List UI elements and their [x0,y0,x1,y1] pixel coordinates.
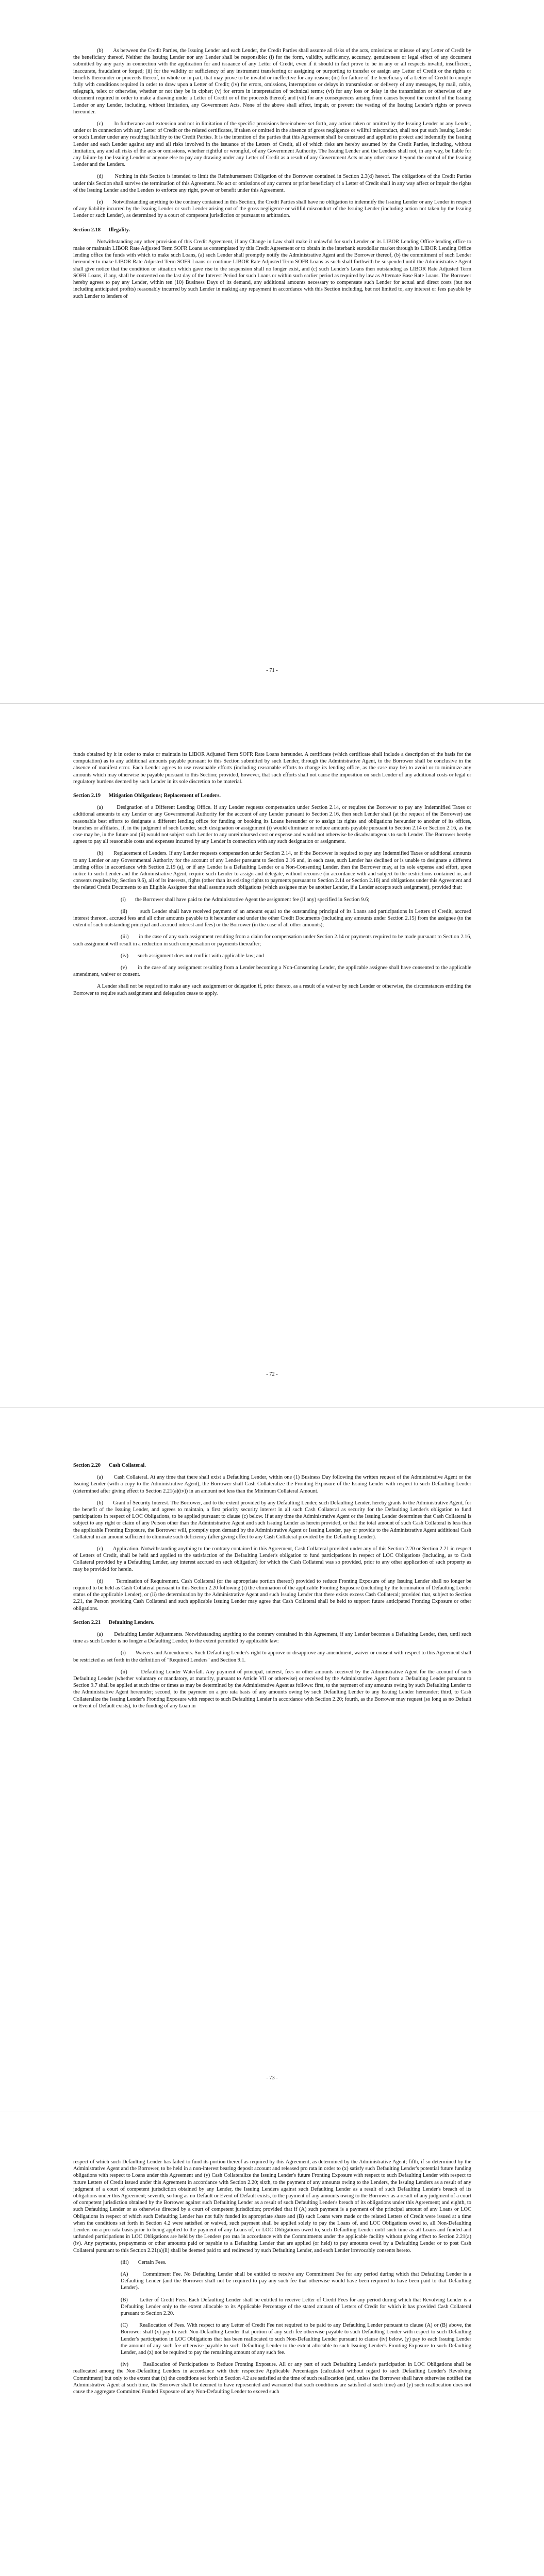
paragraph: (i) the Borrower shall have paid to the Administrative Agent the assignment fee (if any) specified in Section 9.6; [121,896,370,903]
paragraph: (d) Nothing in this Section is intended to limit the Reimbursement Obligation of the Borrower contained in Section 2.3(d) hereof. The obligations of the Credit Parties under this Section shall survive the termination of this Agreement. No act or omissions of any current or prior beneficiary of a Letter of Credit shall in any way affect or impair the rights of the Issuing Lender and the Lenders to enforce any right, power or benefit under this Agreement. [73,174,471,193]
paragraph: (iii) Certain Fees. [121,2259,167,2265]
paragraph: (c) Application. Notwithstanding anything to the contrary contained in this Agreement, Cash Collateral provided under any of this Section 2.20 or Section 2.21 in respect of Letters of Credit, shall be held and applied to the satisfaction of the Defaulting Lender's obligation to fund participations in respect of LOC Obligations (including, as to Cash Collateral provided by a Defaulting Lender, any interest accrued on such obligation) for which the Cash Collateral was so provided, prior to any other application of such property as may be provided for herein. [73,1546,471,1572]
paragraph: (C) Reallocation of Fees. With respect to any Letter of Credit Fee not required to be paid to any Defaulting Lender pursuant to clause (A) or (B) above, the Borrower shall (x) pay to each Non-Defaulting Lender that portion of any such fee otherwise payable to such Defaulting Lender with respect to such Defaulting Lender's participation in LOC Obligations that has been reallocated to such Non-Defaulting Lender pursuant to clause (iv) below, (y) pay to each Issuing Lender the amount of any such fee otherwise payable to such Defaulting Lender to the extent allocable to such Issuing Lender's Fronting Exposure to such Defaulting Lender, and (z) not be required to pay the remaining amount of any such fee. [121,2323,471,2356]
paragraph: (ii) such Lender shall have received payment of an amount equal to the outstanding principal of its Loans and participations in Letters of Credit, accrued interest thereon, accrued fees and all other amounts payable to it hereunder and under the other Credit Documents (including any amounts under Section 2.15) from the assignee (to the extent of such outstanding principal and accrued interest and fees) or the Borrower (in the case of all other amounts); [73,908,471,928]
document-page-1 [0,0,544,703]
paragraph: (v) in the case of any assignment resulting from a Lender becoming a Non-Consenting Lender, the applicable assignee shall have consented to the applicable amendment, waiver or consent. [73,965,471,978]
document-page-3 [0,1408,544,2111]
page-body [73,751,471,1002]
paragraph: (A) Commitment Fee. No Defaulting Lender shall be entitled to receive any Commitment Fee for any period during which that Defaulting Lender is a Defaulting Lender (and the Borrower shall not be required to pay any such fee that otherwise would have been required to have been paid to that Defaulting Lender). [121,2272,471,2291]
page-number: - 73 - [266,2075,278,2081]
document-page-2 [0,704,544,1407]
page-body [73,47,471,305]
paragraph: (a) Cash Collateral. At any time that there shall exist a Defaulting Lender, within one (1) Business Day following the written request of the Administrative Agent or the Issuing Lender (with a copy to the Administrative Agent), the Borrower shall Cash Collateralize the Fronting Exposure of the Issuing Lender with respect to such Defaulting Lender (determined after giving effect to Section 2.21(a)(iv)) in an amount not less than the Minimum Collateral Amount. [73,1475,471,1494]
page-number: - 72 - [266,1371,278,1377]
paragraph: (ii) Defaulting Lender Waterfall. Any payment of principal, interest, fees or other amounts received by the Administrative Agent for the account of such Defaulting Lender (whether voluntary or mandatory, at maturity, pursuant to Article VII or otherwise) or received by the Administrative Agent from a Defaulting Lender pursuant to Section 9.7 shall be applied at such time or times as may be determined by the Administrative Agent as follows: first, to the payment of any amounts owing by such Defaulting Lender to the Administrative Agent hereunder; second, to the payment on a pro rata basis of any amounts owing by such Defaulting Lender to any Issuing Lender hereunder; third, to Cash Collateralize the Issuing Lender's Fronting Exposure with respect to such Defaulting Lender in accordance with Section 2.20; fourth, as the Borrower may request (so long as no Default or Event of Default exists), to the funding of any Loan in [73,1669,471,1709]
section-heading: Section 2.18 Illegality. [73,227,130,233]
paragraph: (iv) such assignment does not conflict with applicable law; and [121,953,264,959]
paragraph: (e) Notwithstanding anything to the contrary contained in this Section, the Credit Parties shall have no obligation to indemnify the Issuing Lender or any Lender in respect of any liability incurred by the Issuing Lender or such Lender arising out of the gross negligence or willful misconduct of the Issuing Lender (including action not taken by the Issuing Lender or such Lender), as determined by a court of competent jurisdiction or pursuant to arbitration. [73,199,471,219]
section-heading: Section 2.20 Cash Collateral. [73,1463,146,1468]
page-body [73,1455,471,1715]
paragraph: (b) As between the Credit Parties, the Issuing Lender and each Lender, the Credit Parties shall assume all risks of the acts, omissions or misuse of any Letter of Credit by the beneficiary thereof. Neither the Issuing Lender nor any Lender shall be responsible: (i) for the form, validity, sufficiency, accuracy, genuineness or legal effect of any document submitted by any party in connection with the application for and issuance of any Letter of Credit, even if it should in fact prove to be in any or all respects invalid, insufficient, inaccurate, fraudulent or forged; (ii) for the validity or sufficiency of any instrument transferring or assigning or purporting to transfer or assign any Letter of Credit or the rights or benefits thereunder or proceeds thereof, in whole or in part, that may prove to be invalid or ineffective for any reason; (iii) for failure of the beneficiary of a Letter of Credit to comply fully with conditions required in order to draw upon a Letter of Credit; (iv) for errors, omissions, interruptions or delays in transmission or delivery of any messages, by mail, cable, telegraph, telex or otherwise, whether or not they be in cipher; (v) for errors in interpretation of technical terms; (vi) for any loss or delay in the transmission or otherwise of any document required in order to make a drawing under a Letter of Credit or of the proceeds thereof; and (vii) for any consequences arising from causes beyond the control of the Issuing Lender or any Lender, including, without limitation, any Government Acts. None of the above shall affect, impair, or prevent the vesting of the Issuing Lender's rights or powers hereunder. [73,48,471,115]
paragraph: (b) Replacement of Lenders. If any Lender requests compensation under Section 2.14, or if the Borrower is required to pay any Indemnified Taxes or additional amounts to any Lender or any Governmental Authority for the account of any Lender pursuant to Section 2.16 and, in each case, such Lender has declined or is unable to designate a different lending office in accordance with Section 2.19 (a), or if any Lender is a Defaulting Lender or a Non-Consenting Lender, then the Borrower may, at its sole expense and effort, upon notice to such Lender and the Administrative Agent, require such Lender to assign and delegate, without recourse (in accordance with and subject to the restrictions contained in, and consents required by, Section 9.6), all of its interests, rights (other than its existing rights to payments pursuant to Section 2.14 or Section 2.16) and obligations under this Agreement and the related Credit Documents to an Eligible Assignee that shall assume such obligations (which assignee may be another Lender, if a Lender accepts such assignment), provided that: [73,851,471,891]
paragraph: Notwithstanding any other provision of this Credit Agreement, if any Change in Law shall make it unlawful for such Lender or its LIBOR Lending Office lending office to make or maintain LIBOR Rate Adjusted Term SOFR Loans as contemplated by this Credit Agreement or to obtain in the interbank eurodollar market through its LIBOR Lending Office lending office the funds with which to make such Loans, (a) such Lender shall promptly notify the Administrative Agent and the Borrower thereof, (b) the commitment of such Lender hereunder to make LIBOR Rate Adjusted Term SOFR Loans or continue LIBOR Rate Adjusted Term SOFR Loans as such shall forthwith be suspended until the Administrative Agent shall give notice that the condition or situation which gave rise to the suspension shall no longer exist, and (c) such Lender's Loans then outstanding as LIBOR Rate Adjusted Term SOFR Loans, if any, shall be converted on the last day of the Interest Period for such Loans or within such earlier period as required by law as Alternate Base Rate Loans. The Borrower hereby agrees to pay any Lender, within ten (10) Business Days of its demand, any additional amounts necessary to compensate such Lender for actual and direct costs (but not including anticipated profits) reasonably incurred by such Lender in making any repayment in accordance with this Section including, but not limited to, any interest or fees payable by such Lender to lenders of [73,239,471,299]
page-body [73,2159,471,2400]
paragraph: funds obtained by it in order to make or maintain its LIBOR Adjusted Term SOFR Rate Loans hereunder. A certificate (which certificate shall include a description of the basis for the computation) as to any additional amounts payable pursuant to this Section submitted by such Lender, through the Administrative Agent, to the Borrower shall be conclusive in the absence of manifest error. Each Lender agrees to use reasonable efforts (including reasonable efforts to change its lending office, as the case may be) to avoid or to minimize any amounts which may otherwise be payable pursuant to this Section; provided, however, that such efforts shall not cause the imposition on such Lender of any additional costs or legal or regulatory burdens deemed by such Lender in its sole discretion to be material. [73,752,471,785]
section-heading: Section 2.19 Mitigation Obligations; Replacement of Lenders. [73,793,221,799]
paragraph: (d) Termination of Requirement. Cash Collateral (or the appropriate portion thereof) provided to reduce Fronting Exposure of any Issuing Lender shall no longer be required to be held as Cash Collateral pursuant to this Section 2.20 following (i) the elimination of the applicable Fronting Exposure (including by the termination of Defaulting Lender status of the applicable Lender), or (ii) the determination by the Administrative Agent and such Issuing Lender that there exists excess Cash Collateral; provided that, subject to Section 2.21, the Person providing Cash Collateral and such applicable Issuing Lender may agree that Cash Collateral shall be held to support future anticipated Fronting Exposure or other obligations. [73,1578,471,1612]
paragraph: (a) Defaulting Lender Adjustments. Notwithstanding anything to the contrary contained in this Agreement, if any Lender becomes a Defaulting Lender, then, until such time as such Lender is no longer a Defaulting Lender, to the extent permitted by applicable law: [73,1632,471,1645]
paragraph: (iii) in the case of any such assignment resulting from a claim for compensation under Section 2.14 or payments required to be made pursuant to Section 2.16, such assignment will result in a reduction in such compensation or payments thereafter; [73,934,471,947]
paragraph: (i) Waivers and Amendments. Such Defaulting Lender's right to approve or disapprove any amendment, waiver or consent with respect to this Agreement shall be restricted as set forth in the definition of "Required Lenders" and Section 9.1. [73,1650,471,1663]
paragraph: respect of which such Defaulting Lender has failed to fund its portion thereof as required by this Agreement, as determined by the Administrative Agent; fifth, if so determined by the Administrative Agent and the Borrower, to be held in a non-interest bearing deposit account and released pro rata in order to (x) satisfy such Defaulting Lender's potential future funding obligations with respect to Loans under this Agreement and (y) Cash Collateralize the Issuing Lender's future Fronting Exposure with respect to such Defaulting Lender with respect to future Letters of Credit issued under this Agreement in accordance with Section 2.20; sixth, to the payment of any amounts owing to the Lenders, the Issuing Lenders as a result of any judgment of a court of competent jurisdiction obtained by any Lender, the Issuing Lenders against such Defaulting Lender as a result of such Defaulting Lender's breach of its obligations under this Agreement; seventh, so long as no Default or Event of Default exists, to the payment of any amounts owing to the Borrower as a result of any judgment of a court of competent jurisdiction obtained by the Borrower against such Defaulting Lender as a result of such Defaulting Lender's breach of its obligations under this Agreement; and eighth, to such Defaulting Lender or as otherwise directed by a court of competent jurisdiction; provided that if (A) such payment is a payment of the principal amount of any Loans or LOC Obligations in respect of which such Defaulting Lender has not fully funded its appropriate share and (B) such Loans were made or the related Letters of Credit were issued at a time when the conditions set forth in Section 4.2 were satisfied or waived, such payment shall be applied solely to pay the Loans of, and LOC Obligations owed to, all Non-Defaulting Lenders on a pro rata basis prior to being applied to the payment of any Loans of, or LOC Obligations owed to, such Defaulting Lender until such time as all Loans and funded and unfunded participations in LOC Obligations are held by the Lenders pro rata in accordance with the Commitments under the applicable facility without giving effect to Section 2.21(a)(iv). Any payments, prepayments or other amounts paid or payable to a Defaulting Lender that are applied (or held) to pay amounts owed by a Defaulting Lender or to post Cash Collateral pursuant to this Section 2.21(a)(ii) shall be deemed paid to and redirected by such Defaulting Lender, and each Lender irrevocably consents hereto. [73,2159,471,2253]
section-heading: Section 2.21 Defaulting Lenders. [73,1619,155,1625]
document-page-4 [0,2111,544,2576]
paragraph: (B) Letter of Credit Fees. Each Defaulting Lender shall be entitled to receive Letter of Credit Fees for any period during which that Revolving Lender is a Defaulting Lender only to the extent allocable to its Applicable Percentage of the stated amount of Letters of Credit for which it has provided Cash Collateral pursuant to Section 2.20. [121,2297,471,2317]
paragraph: (b) Grant of Security Interest. The Borrower, and to the extent provided by any Defaulting Lender, such Defaulting Lender, hereby grants to the Administrative Agent, for the benefit of the Issuing Lender, and agrees to maintain, a first priority security interest in all such Cash Collateral as security for the Defaulting Lender's obligation to fund participations in respect of LOC Obligations, to be applied pursuant to clause (c) below. If at any time the Administrative Agent or the Issuing Lender determines that Cash Collateral is subject to any right or claim of any Person other than the Administrative Agent and such Issuing Lender as herein provided, or that the total amount of such Cash Collateral is less than the applicable Fronting Exposure, the Borrower will, promptly upon demand by the Administrative Agent or Issuing Lender, pay or provide to the Administrative Agent additional Cash Collateral in an amount sufficient to eliminate such deficiency (after giving effect to any Cash Collateral provided by the Defaulting Lender). [73,1500,471,1540]
paragraph: (c) In furtherance and extension and not in limitation of the specific provisions hereinabove set forth, any action taken or omitted by the Issuing Lender or any Lender, under or in connection with any Letter of Credit or the related certificates, if taken or omitted in the absence of gross negligence or willful misconduct, shall not put such Issuing Lender or such Lender under any resulting liability to the Credit Parties. It is the intention of the parties that this Agreement shall be construed and applied to protect and indemnify the Issuing Lender and each Lender against any and all risks involved in the issuance of the Letters of Credit, all of which risks are hereby assumed by the Credit Parties, including, without limitation, any and all risks of the acts or omissions, whether rightful or wrongful, of any Government Authority. The Issuing Lender and the Lenders shall not, in any way, be liable for any failure by the Issuing Lender or anyone else to pay any drawing under any Letter of Credit as a result of any Government Acts or any other cause beyond the control of the Issuing Lender and the Lenders. [73,121,471,168]
page-number: - 71 - [266,668,278,673]
paragraph: (iv) Reallocation of Participations to Reduce Fronting Exposure. All or any part of such Defaulting Lender's participation in LOC Obligations shall be reallocated among the Non-Defaulting Lenders in accordance with their respective Applicable Percentages (calculated without regard to such Defaulting Lender's Revolving Commitment) but only to the extent that (x) the conditions set forth in Section 4.2 are satisfied at the time of such reallocation (and, unless the Borrower shall have otherwise notified the Administrative Agent at such time, the Borrower shall be deemed to have represented and warranted that such conditions are satisfied at such time) and (y) such reallocation does not cause the aggregate Committed Funded Exposure of any Non-Defaulting Lender to exceed such [73,2362,471,2395]
paragraph: A Lender shall not be required to make any such assignment or delegation if, prior thereto, as a result of a waiver by such Lender or otherwise, the circumstances entitling the Borrower to require such assignment and delegation cease to apply. [73,984,471,996]
paragraph: (a) Designation of a Different Lending Office. If any Lender requests compensation under Section 2.14, or requires the Borrower to pay any Indemnified Taxes or additional amounts to any Lender or any Governmental Authority for the account of any Lender pursuant to Section 2.16, then such Lender shall (at the request of the Borrower) use reasonable best efforts to designate a different lending office for funding or booking its Loans hereunder or to assign its rights and obligations hereunder to another of its offices, branches or affiliates, if, in the judgment of such Lender, such designation or assignment (i) would eliminate or reduce amounts payable pursuant to Section 2.14 or Section 2.16, as the case may be, in the future and (ii) would not subject such Lender to any unreimbursed cost or expense and would not otherwise be disadvantageous to such Lender. The Borrower hereby agrees to pay all reasonable costs and expenses incurred by any Lender in connection with any such designation or assignment. [73,805,471,845]
